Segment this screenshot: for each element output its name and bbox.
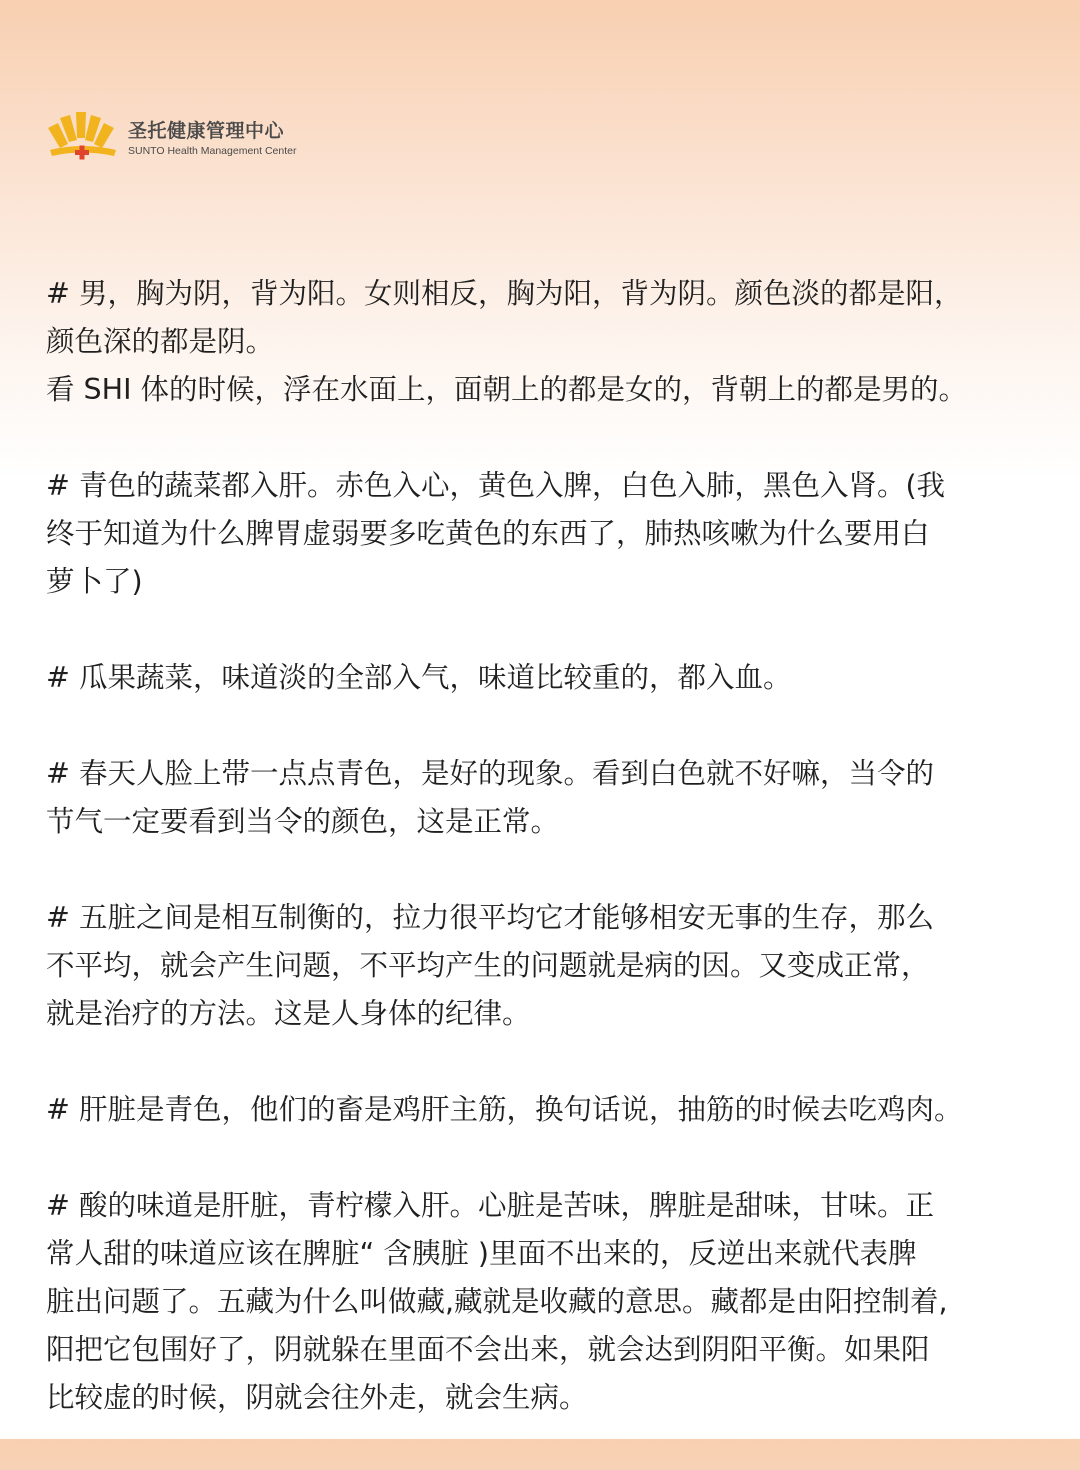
text-line: 脏出问题了。五藏为什么叫做藏,藏就是收藏的意思。藏都是由阳控制着, — [46, 1285, 948, 1318]
paragraph-colors-organs — [46, 462, 1044, 606]
brand-text — [128, 119, 296, 158]
brand-name-cn: 圣托健康管理中心 — [128, 119, 285, 142]
text-line: 看 SHI 体的时候，浮在水面上，面朝上的都是女的，背朝上的都是男的。 — [46, 373, 968, 406]
paragraph-five-organs-balance — [46, 894, 1044, 1038]
text-line: # 男，胸为阴，背为阳。女则相反，胸为阳，背为阴。颜色淡的都是阳， — [46, 277, 963, 310]
text-line: # 春天人脸上带一点点青色，是好的现象。看到白色就不好嘛，当令的 — [46, 757, 934, 790]
text-line: 颜色深的都是阴。 — [46, 325, 275, 358]
paragraph-spring-face — [46, 750, 1044, 846]
text-line: 常人甜的味道应该在脾脏“ 含胰脏 )里面不出来的，反逆出来就代表脾 — [46, 1237, 917, 1270]
text-line: # 瓜果蔬菜，味道淡的全部入气，味道比较重的，都入血。 — [46, 661, 792, 694]
text-line: # 肝脏是青色，他们的畜是鸡肝主筋，换句话说，抽筋的时候去吃鸡肉。 — [46, 1093, 963, 1126]
brand-name-en: SUNTO Health Management Center — [128, 144, 297, 157]
text-line: 不平均，就会产生问题，不平均产生的问题就是病的因。又变成正常， — [46, 949, 930, 982]
text-line: # 酸的味道是肝脏，青柠檬入肝。心脏是苦味，脾脏是甜味，甘味。正 — [46, 1189, 934, 1222]
article-body — [46, 270, 1044, 1470]
brand-header — [44, 110, 296, 166]
text-line: 比较虚的时候，阴就会往外走，就会生病。 — [46, 1381, 588, 1414]
text-line: 萝卜了) — [46, 565, 143, 598]
paragraph-yin-yang-body — [46, 270, 1044, 414]
sunto-logo-icon — [44, 110, 120, 166]
paragraph-fruits-vegetables — [46, 654, 1044, 702]
paragraph-liver-green — [46, 1086, 1044, 1134]
text-line: 就是治疗的方法。这是人身体的纪律。 — [46, 997, 531, 1030]
paragraph-tastes-organs — [46, 1182, 1044, 1422]
text-line: # 五脏之间是相互制衡的，拉力很平均它才能够相安无事的生存，那么 — [46, 901, 934, 934]
text-line: 终于知道为什么脾胃虚弱要多吃黄色的东西了，肺热咳嗽为什么要用白 — [46, 517, 930, 550]
text-line: 节气一定要看到当令的颜色，这是正常。 — [46, 805, 560, 838]
text-line: # 青色的蔬菜都入肝。赤色入心，黄色入脾，白色入肺，黑色入肾。(我 — [46, 469, 946, 502]
text-line: 阳把它包围好了，阴就躲在里面不会出来，就会达到阴阳平衡。如果阳 — [46, 1333, 930, 1366]
